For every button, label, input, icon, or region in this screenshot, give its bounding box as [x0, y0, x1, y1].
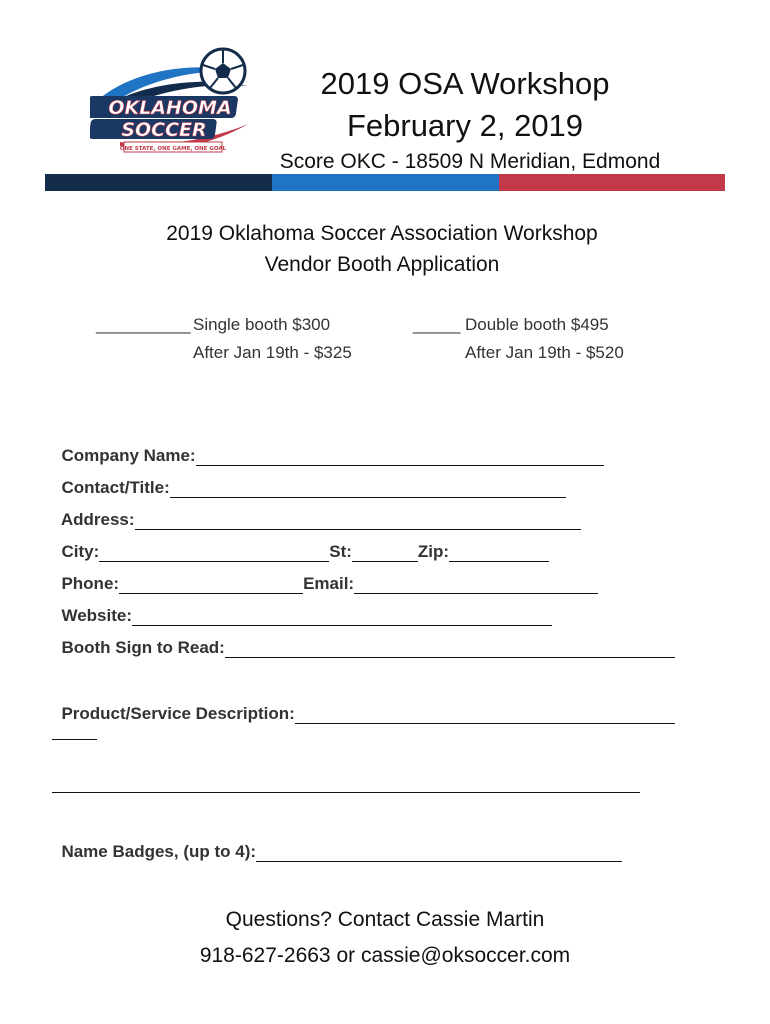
state-label: St: [329, 542, 352, 561]
website-label: Website: [61, 606, 132, 625]
header-bar-red [499, 174, 725, 191]
contact-title-label: Contact/Title: [61, 478, 170, 497]
name-badges-label: Name Badges, (up to 4): [61, 842, 257, 861]
application-title: 2019 Oklahoma Soccer Association Workshop [166, 222, 598, 245]
booth-sign-label: Booth Sign to Read: [61, 638, 225, 657]
name-badges-line[interactable] [256, 844, 622, 862]
zip-label: Zip: [417, 542, 450, 561]
product-description-line-3[interactable] [52, 775, 640, 793]
product-description-label: Product/Service Description: [61, 704, 295, 723]
product-description-line-1[interactable] [295, 706, 675, 724]
contact-phone-email: 918-627-2663 or cassie@oksoccer.com [199, 944, 571, 967]
double-booth-label: Double booth $495 [465, 315, 609, 334]
oklahoma-soccer-logo [90, 42, 260, 162]
address-label: Address: [60, 510, 135, 529]
questions-contact: Questions? Contact Cassie Martin [225, 908, 545, 931]
double-booth-late-price: After Jan 19th - $520 [465, 343, 624, 362]
double-booth-blank[interactable]: _____ [413, 315, 461, 334]
header-bar-blue [272, 174, 499, 191]
workshop-title: 2019 OSA Workshop [320, 66, 610, 101]
booth-sign-line[interactable] [225, 640, 675, 658]
logo-tagline: ONE STATE, ONE GAME, ONE GOAL [119, 146, 227, 152]
application-subtitle: Vendor Booth Application [264, 253, 500, 276]
product-description-field [52, 684, 675, 724]
logo-text-soccer: SOCCER [121, 119, 207, 141]
logo-text-oklahoma: OKLAHOMA [108, 97, 232, 119]
workshop-date: February 2, 2019 [346, 108, 584, 143]
email-label: Email: [303, 574, 355, 593]
header-bar-navy [45, 174, 272, 191]
product-description-line-2[interactable] [52, 722, 97, 740]
single-booth-blank[interactable]: __________ [96, 315, 191, 334]
workshop-location: Score OKC - 18509 N Meridian, Edmond [279, 150, 661, 173]
company-name-label: Company Name: [61, 446, 196, 465]
single-booth-label: Single booth $300 [193, 315, 331, 334]
phone-label: Phone: [61, 574, 120, 593]
booth-sign-field [52, 618, 675, 658]
name-badges-field [52, 822, 622, 862]
city-label: City: [61, 542, 100, 561]
single-booth-late-price: After Jan 19th - $325 [193, 343, 352, 362]
